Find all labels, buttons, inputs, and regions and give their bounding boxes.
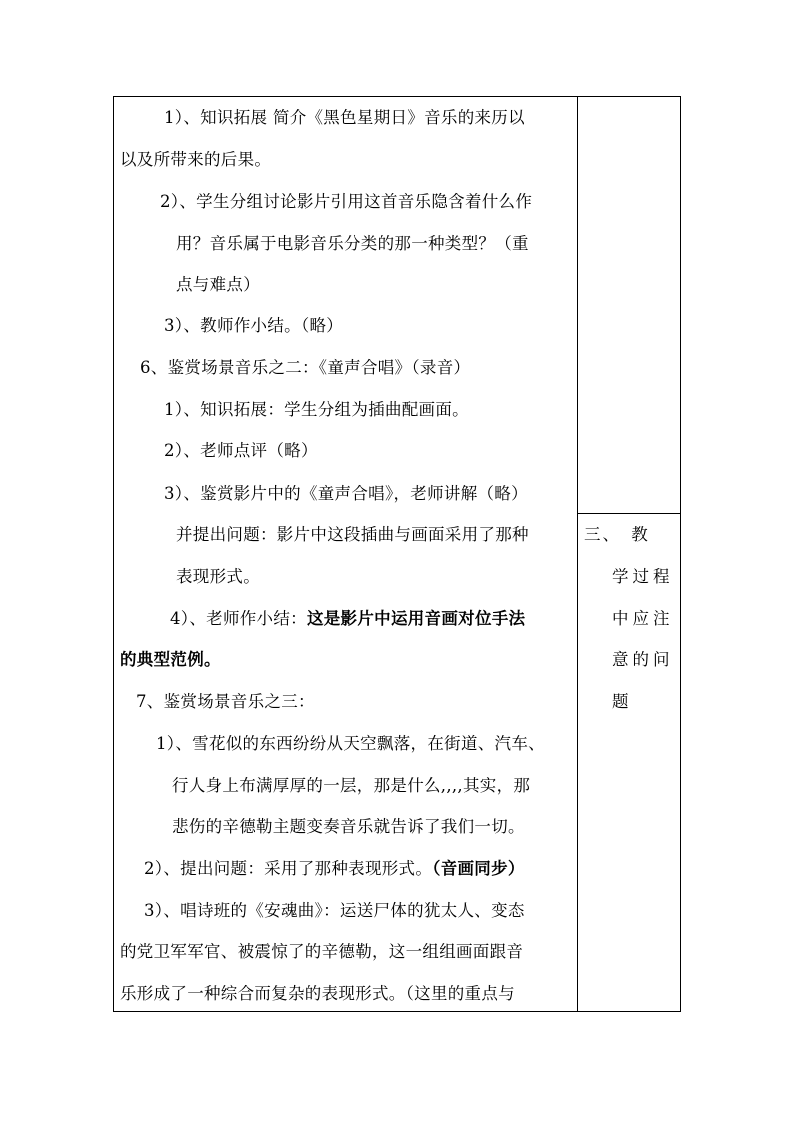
side-note-line: 意的问 <box>612 650 674 669</box>
text-line: 1）、知识拓展：学生分组为插曲配画面。 <box>164 400 469 419</box>
text-line: 的党卫军军官、被震惊了的辛德勒，这一组组画面跟音 <box>120 942 524 961</box>
right-cell-divider <box>577 513 681 514</box>
text-line: 的典型范例。 <box>120 650 221 669</box>
text-line: 3）、鉴赏影片中的《童声合唱》，老师讲解（略） <box>164 484 528 503</box>
side-note-line: 中应注 <box>612 609 674 628</box>
text-line: 3）、唱诗班的《安魂曲》：运送尸体的犹太人、变态 <box>144 901 525 920</box>
text-line: 乐形成了一种综合而复杂的表现形式。（这里的重点与 <box>120 984 515 1003</box>
text-line: 悲伤的辛德勒主题变奏音乐就告诉了我们一切。 <box>172 817 525 836</box>
text-line: 2）、学生分组讨论影片引用这首音乐隐含着什么作 <box>160 192 533 211</box>
section-heading: 6、鉴赏场景音乐之二：《童声合唱》（录音） <box>140 358 471 377</box>
text-line: 1）、雪花似的东西纷纷从天空飘落，在街道、汽车、 <box>156 734 545 753</box>
text-line: 点与难点） <box>176 275 260 294</box>
text-line: 2）、提出问题：采用了那种表现形式。（音画同步） <box>144 859 525 878</box>
text-line: 并提出问题：影片中这段插曲与画面采用了那种 <box>176 525 529 544</box>
side-note-line: 学过程 <box>612 567 674 586</box>
section-heading: 7、鉴赏场景音乐之三： <box>136 692 315 711</box>
text-line: 2）、老师点评（略） <box>164 441 318 460</box>
text-line: 1）、知识拓展 简介《黑色星期日》音乐的来历以 <box>164 108 525 127</box>
side-note-line: 三、 教 <box>584 525 650 544</box>
text-line: 行人身上布满厚厚的一层，那是什么,,,,其实，那 <box>172 776 531 795</box>
text-line: 4）、老师作小结：这是影片中运用音画对位手法 <box>170 609 526 628</box>
text-line: 3）、教师作小结。（略） <box>164 316 344 335</box>
text-line: 用？音乐属于电影音乐分类的那一种类型？（重 <box>176 234 529 253</box>
text-line: 表现形式。 <box>176 567 260 586</box>
column-divider <box>577 97 578 1011</box>
side-note-line: 题 <box>612 692 633 711</box>
text-line: 以及所带来的后果。 <box>120 150 272 169</box>
